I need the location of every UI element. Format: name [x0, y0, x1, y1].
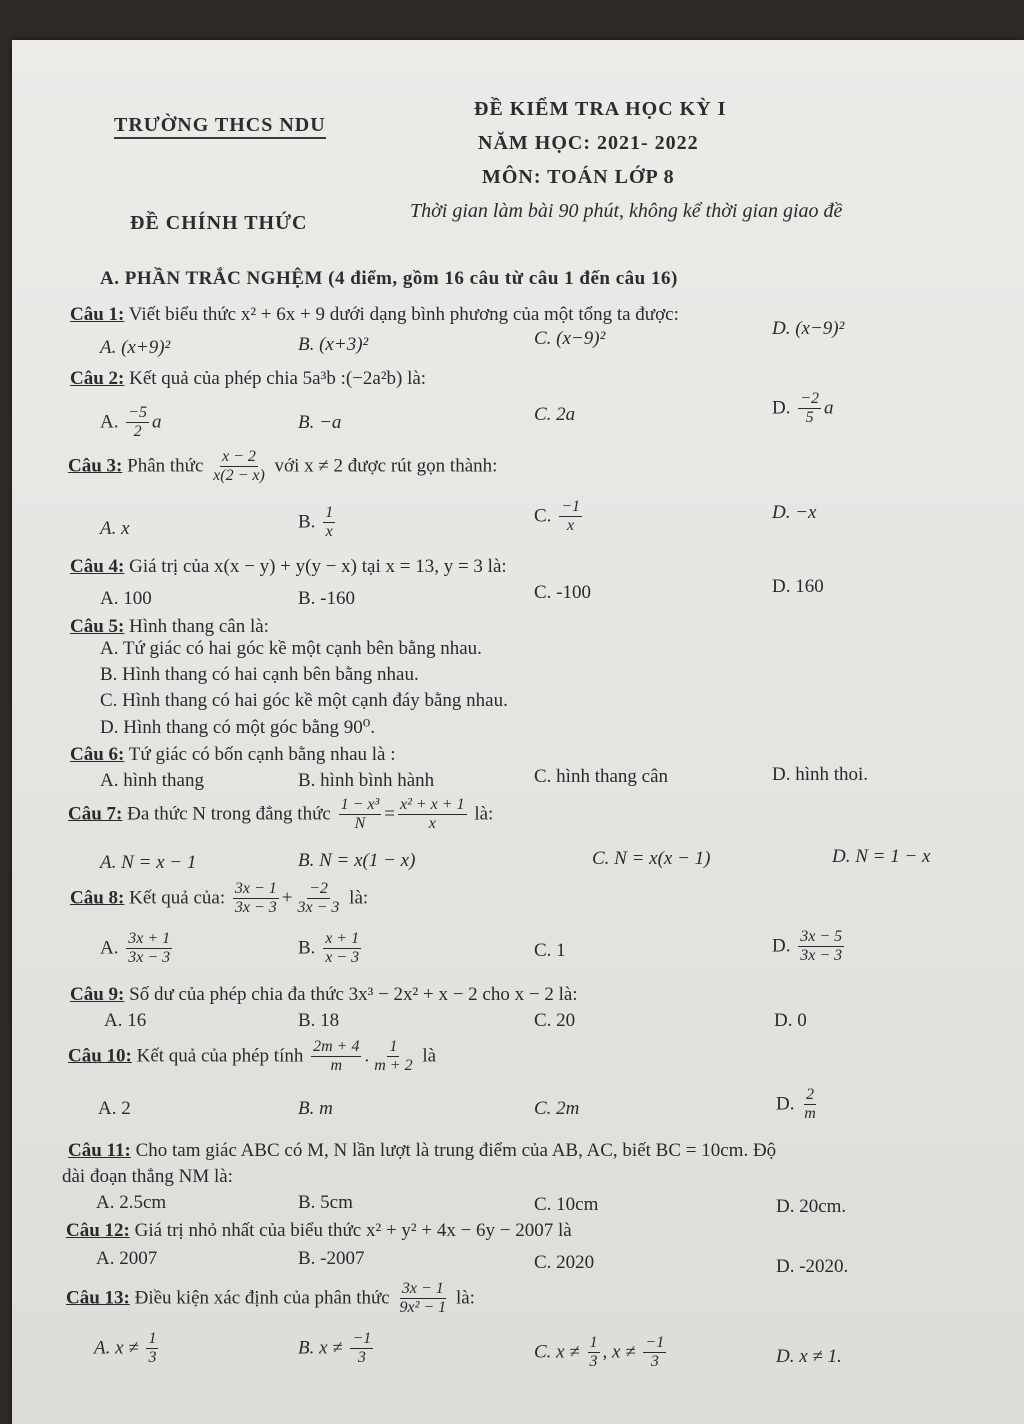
q8-option-c: C. 1 [534, 940, 566, 961]
q7-option-b: B. N = x(1 − x) [298, 850, 416, 871]
question-text: Phân thức [127, 455, 204, 477]
numerator: x² + x + 1 [398, 796, 467, 815]
denominator: x [325, 523, 333, 541]
q9-option-a: A. 16 [104, 1010, 147, 1031]
q7-option-d: D. N = 1 − x [832, 846, 931, 867]
option-letter: A. [100, 937, 119, 959]
numerator: −1 [643, 1334, 666, 1353]
numerator: 3x + 1 [126, 930, 172, 949]
denominator: 3x − 3 [234, 899, 277, 917]
q4-option-a: A. 100 [100, 588, 152, 609]
exam-paper [12, 40, 1024, 1424]
q1-option-b: B. (x+3)² [298, 334, 369, 355]
exam-title: ĐỀ KIỂM TRA HỌC KỲ I [474, 98, 727, 120]
fraction [798, 928, 844, 966]
q11-option-b: B. 5cm [298, 1192, 353, 1213]
q4-option-c: C. -100 [534, 582, 591, 603]
q1-option-d: D. (x−9)² [772, 318, 845, 339]
q6-option-d: D. hình thoi. [772, 764, 869, 785]
question-text: Tứ giác có bốn cạnh bằng nhau là : [128, 744, 396, 765]
numerator: −1 [559, 498, 582, 517]
question-label: Câu 3: [68, 455, 123, 477]
official-label: ĐỀ CHÍNH THỨC [130, 212, 308, 234]
fraction [323, 504, 335, 542]
school-name: TRƯỜNG THCS NDU [114, 114, 326, 139]
question-9 [70, 984, 578, 1006]
q3-option-c [534, 498, 585, 536]
numerator: 1 [323, 504, 335, 523]
q9-option-c: C. 20 [534, 1010, 576, 1031]
option-letter: D. [772, 397, 791, 419]
numerator: 1 [588, 1334, 600, 1353]
question-label: Câu 13: [66, 1287, 130, 1309]
q7-option-a: A. N = x − 1 [100, 852, 197, 873]
q13-option-d: D. x ≠ 1. [776, 1346, 842, 1367]
q10-option-d [776, 1086, 821, 1124]
question-label: Câu 1: [70, 304, 125, 325]
question-8: Câu 8: Kết quả của: $\frac{3x - 1}{3x - 3}$ + $\frac{-2}{3x - 3}$ là: [70, 880, 369, 917]
q6-option-b: B. hình bình hành [298, 770, 435, 791]
question-13 [66, 1280, 475, 1318]
fraction-left [339, 796, 382, 834]
numerator: 1 [387, 1038, 399, 1057]
numerator: x + 1 [323, 930, 361, 949]
question-1 [70, 304, 679, 326]
fraction-left [233, 880, 279, 918]
q4-option-b: B. -160 [298, 588, 355, 609]
q13-option-c [534, 1334, 669, 1372]
q5-option-a: A. Tứ giác có hai góc kề một cạnh bên bằng nhau. [100, 638, 482, 659]
q10-option-a: A. 2 [98, 1098, 131, 1119]
q3-option-b [298, 504, 338, 542]
question-label: Câu 9: [70, 984, 125, 1005]
question-label: Câu 4: [70, 556, 125, 577]
numerator: −1 [350, 1330, 373, 1349]
question-label: Câu 5: [70, 616, 125, 637]
subject: MÔN: TOÁN LỚP 8 [482, 166, 675, 188]
fraction-right [296, 880, 342, 918]
denominator: x(2 − x) [213, 467, 265, 485]
option-text: C. x ≠ [534, 1341, 580, 1363]
numerator: 3x − 1 [400, 1280, 446, 1299]
question-label: Câu 2: [70, 368, 125, 389]
question-11-cont: dài đoạn thẳng NM là: [62, 1166, 233, 1187]
numerator: 1 [146, 1330, 158, 1349]
denominator: 3x − 3 [800, 947, 843, 965]
fraction [126, 404, 149, 442]
denominator: m [330, 1057, 343, 1075]
question-11 [68, 1140, 776, 1162]
q1-option-c: C. (x−9)² [534, 328, 606, 349]
fraction [211, 448, 267, 486]
question-text-cont: là [422, 1045, 437, 1067]
denominator: m + 2 [374, 1057, 413, 1075]
question-text: Số dư của phép chia đa thức 3x³ − 2x² + x − 2 cho x − 2 là: [129, 984, 578, 1005]
denominator: 3x − 3 [128, 949, 171, 967]
q2-option-a [100, 404, 162, 442]
denominator: 3x − 3 [297, 899, 340, 917]
numerator: 2m + 4 [311, 1038, 361, 1057]
option-letter: D. [776, 1093, 795, 1115]
fraction [146, 1330, 158, 1368]
question-5 [70, 616, 269, 638]
variable: a [152, 411, 162, 433]
q2-option-d [772, 390, 834, 428]
section-title: A. PHẦN TRẮC NGHỆM (4 điểm, gồm 16 câu từ câu 1 đến câu 16) [100, 268, 678, 289]
question-text-cont: là: [349, 887, 369, 909]
denominator: 3 [357, 1349, 366, 1367]
q12-option-c: C. 2020 [534, 1252, 595, 1273]
numerator: x − 2 [220, 448, 258, 467]
q3-option-d: D. −x [772, 502, 817, 523]
q11-option-d: D. 20cm. [776, 1196, 847, 1217]
numerator: −5 [126, 404, 149, 423]
numerator: 3x − 1 [233, 880, 279, 899]
q2-option-c: C. 2a [534, 404, 576, 425]
fraction [588, 1334, 600, 1372]
fraction [802, 1086, 818, 1124]
question-text: Giá trị của x(x − y) + y(y − x) tại x = 13, y = 3 là: [129, 556, 507, 577]
fraction-right [372, 1038, 414, 1076]
q6-option-a: A. hình thang [100, 770, 204, 791]
q6-option-c: C. hình thang cân [534, 766, 669, 787]
fraction-right [398, 796, 467, 834]
q9-option-b: B. 18 [298, 1010, 340, 1031]
numerator: −2 [307, 880, 330, 899]
variable: a [824, 397, 834, 419]
q12-option-d: D. -2020. [776, 1256, 849, 1277]
option-text: A. x ≠ [94, 1337, 139, 1359]
q5-option-d: D. Hình thang có một góc bằng 90⁰. [100, 717, 376, 738]
school-year: NĂM HỌC: 2021- 2022 [478, 132, 699, 154]
q13-option-a [94, 1330, 161, 1368]
duration-note: Thời gian làm bài 90 phút, không kể thời gian giao đề [410, 200, 843, 222]
question-6 [70, 744, 396, 766]
denominator: m [804, 1105, 816, 1123]
question-text: Điều kiện xác định của phân thức [134, 1287, 390, 1309]
denominator: x − 3 [325, 949, 360, 967]
question-3 [68, 448, 497, 486]
denominator: 9x² − 1 [399, 1299, 447, 1317]
question-text: Giá trị nhỏ nhất của biểu thức x² + y² + 4x − 6y − 2007 là [134, 1220, 572, 1241]
option-text: B. x ≠ [298, 1337, 343, 1359]
fraction [397, 1280, 448, 1318]
q8-option-a [100, 930, 175, 968]
question-label: Câu 10: [68, 1045, 132, 1067]
q12-option-b: B. -2007 [298, 1248, 365, 1269]
fraction [323, 930, 361, 968]
q3-option-a: A. x [100, 518, 130, 539]
question-label: Câu 8: [70, 887, 125, 909]
numerator: 3x − 5 [798, 928, 844, 947]
q11-option-a: A. 2.5cm [96, 1192, 167, 1213]
denominator: x [428, 815, 436, 833]
numerator: 1 − x³ [339, 796, 382, 815]
question-label: Câu 6: [70, 744, 125, 765]
option-letter: D. [772, 935, 791, 957]
question-text-cont: với x ≠ 2 được rút gọn thành: [274, 455, 498, 477]
q4-option-d: D. 160 [772, 576, 824, 597]
question-text: Cho tam giác ABC có M, N lần lượt là trung điểm của AB, AC, biết BC = 10cm. Độ [135, 1140, 777, 1161]
denominator: 3 [650, 1353, 659, 1371]
option-letter: B. [298, 511, 316, 533]
q8-option-b [298, 930, 364, 968]
q9-option-d: D. 0 [774, 1010, 807, 1031]
option-letter: A. [100, 411, 119, 433]
q10-option-c: C. 2m [534, 1098, 580, 1119]
question-text: Kết quả của phép tính [136, 1045, 304, 1067]
question-10: Câu 10: Kết quả của phép tính $\frac{2m + 4}{m}$ . $\frac{1}{m + 2}$ là [68, 1038, 437, 1075]
denominator: 3 [148, 1349, 157, 1367]
fraction [559, 498, 582, 536]
q1-option-a: A. (x+9)² [100, 337, 171, 358]
q10-option-b: B. m [298, 1098, 333, 1119]
fraction [643, 1334, 666, 1372]
fraction [126, 930, 172, 968]
q12-option-a: A. 2007 [96, 1248, 158, 1269]
question-label: Câu 7: [68, 803, 123, 825]
question-text: Kết quả của: [129, 887, 226, 909]
q5-option-c: C. Hình thang có hai góc kề một cạnh đáy bằng nhau. [100, 690, 508, 711]
question-text-cont: là: [474, 803, 494, 825]
option-text: , x ≠ [602, 1341, 636, 1363]
numerator: −2 [798, 390, 821, 409]
question-12 [66, 1220, 572, 1242]
denominator: 2 [133, 423, 142, 441]
q5-option-b: B. Hình thang có hai cạnh bên bằng nhau. [100, 664, 419, 685]
fraction [798, 390, 821, 428]
q7-option-c: C. N = x(x − 1) [592, 848, 711, 869]
fraction [350, 1330, 373, 1368]
question-label: Câu 12: [66, 1220, 130, 1241]
question-text: Đa thức N trong đẳng thức [127, 803, 331, 825]
option-letter: C. [534, 505, 552, 527]
fraction-left [311, 1038, 361, 1076]
question-text-cont: là: [455, 1287, 475, 1309]
question-text: Kết quả của phép chia 5a³b :(−2a²b) là: [129, 368, 427, 389]
question-text: Viết biểu thức x² + 6x + 9 dưới dạng bình phương của một tổng ta được: [128, 304, 679, 325]
question-text: Hình thang cân là: [129, 616, 269, 637]
denominator: x [567, 517, 575, 535]
question-7: Câu 7: Đa thức N trong đẳng thức $\frac{\text{1 − x³}}{N}$ = $\frac{\text{x² + x + 1}}{x}$ là: [68, 796, 494, 833]
q8-option-d [772, 928, 847, 966]
question-label: Câu 11: [68, 1140, 131, 1161]
numerator: 2 [804, 1086, 816, 1105]
denominator: 3 [589, 1353, 598, 1371]
q2-option-b: B. −a [298, 412, 342, 433]
denominator: 5 [805, 409, 814, 427]
q13-option-b [298, 1330, 376, 1368]
option-letter: B. [298, 937, 316, 959]
question-2 [70, 368, 426, 390]
q11-option-c: C. 10cm [534, 1194, 599, 1215]
question-4 [70, 556, 507, 578]
denominator: N [354, 815, 366, 833]
